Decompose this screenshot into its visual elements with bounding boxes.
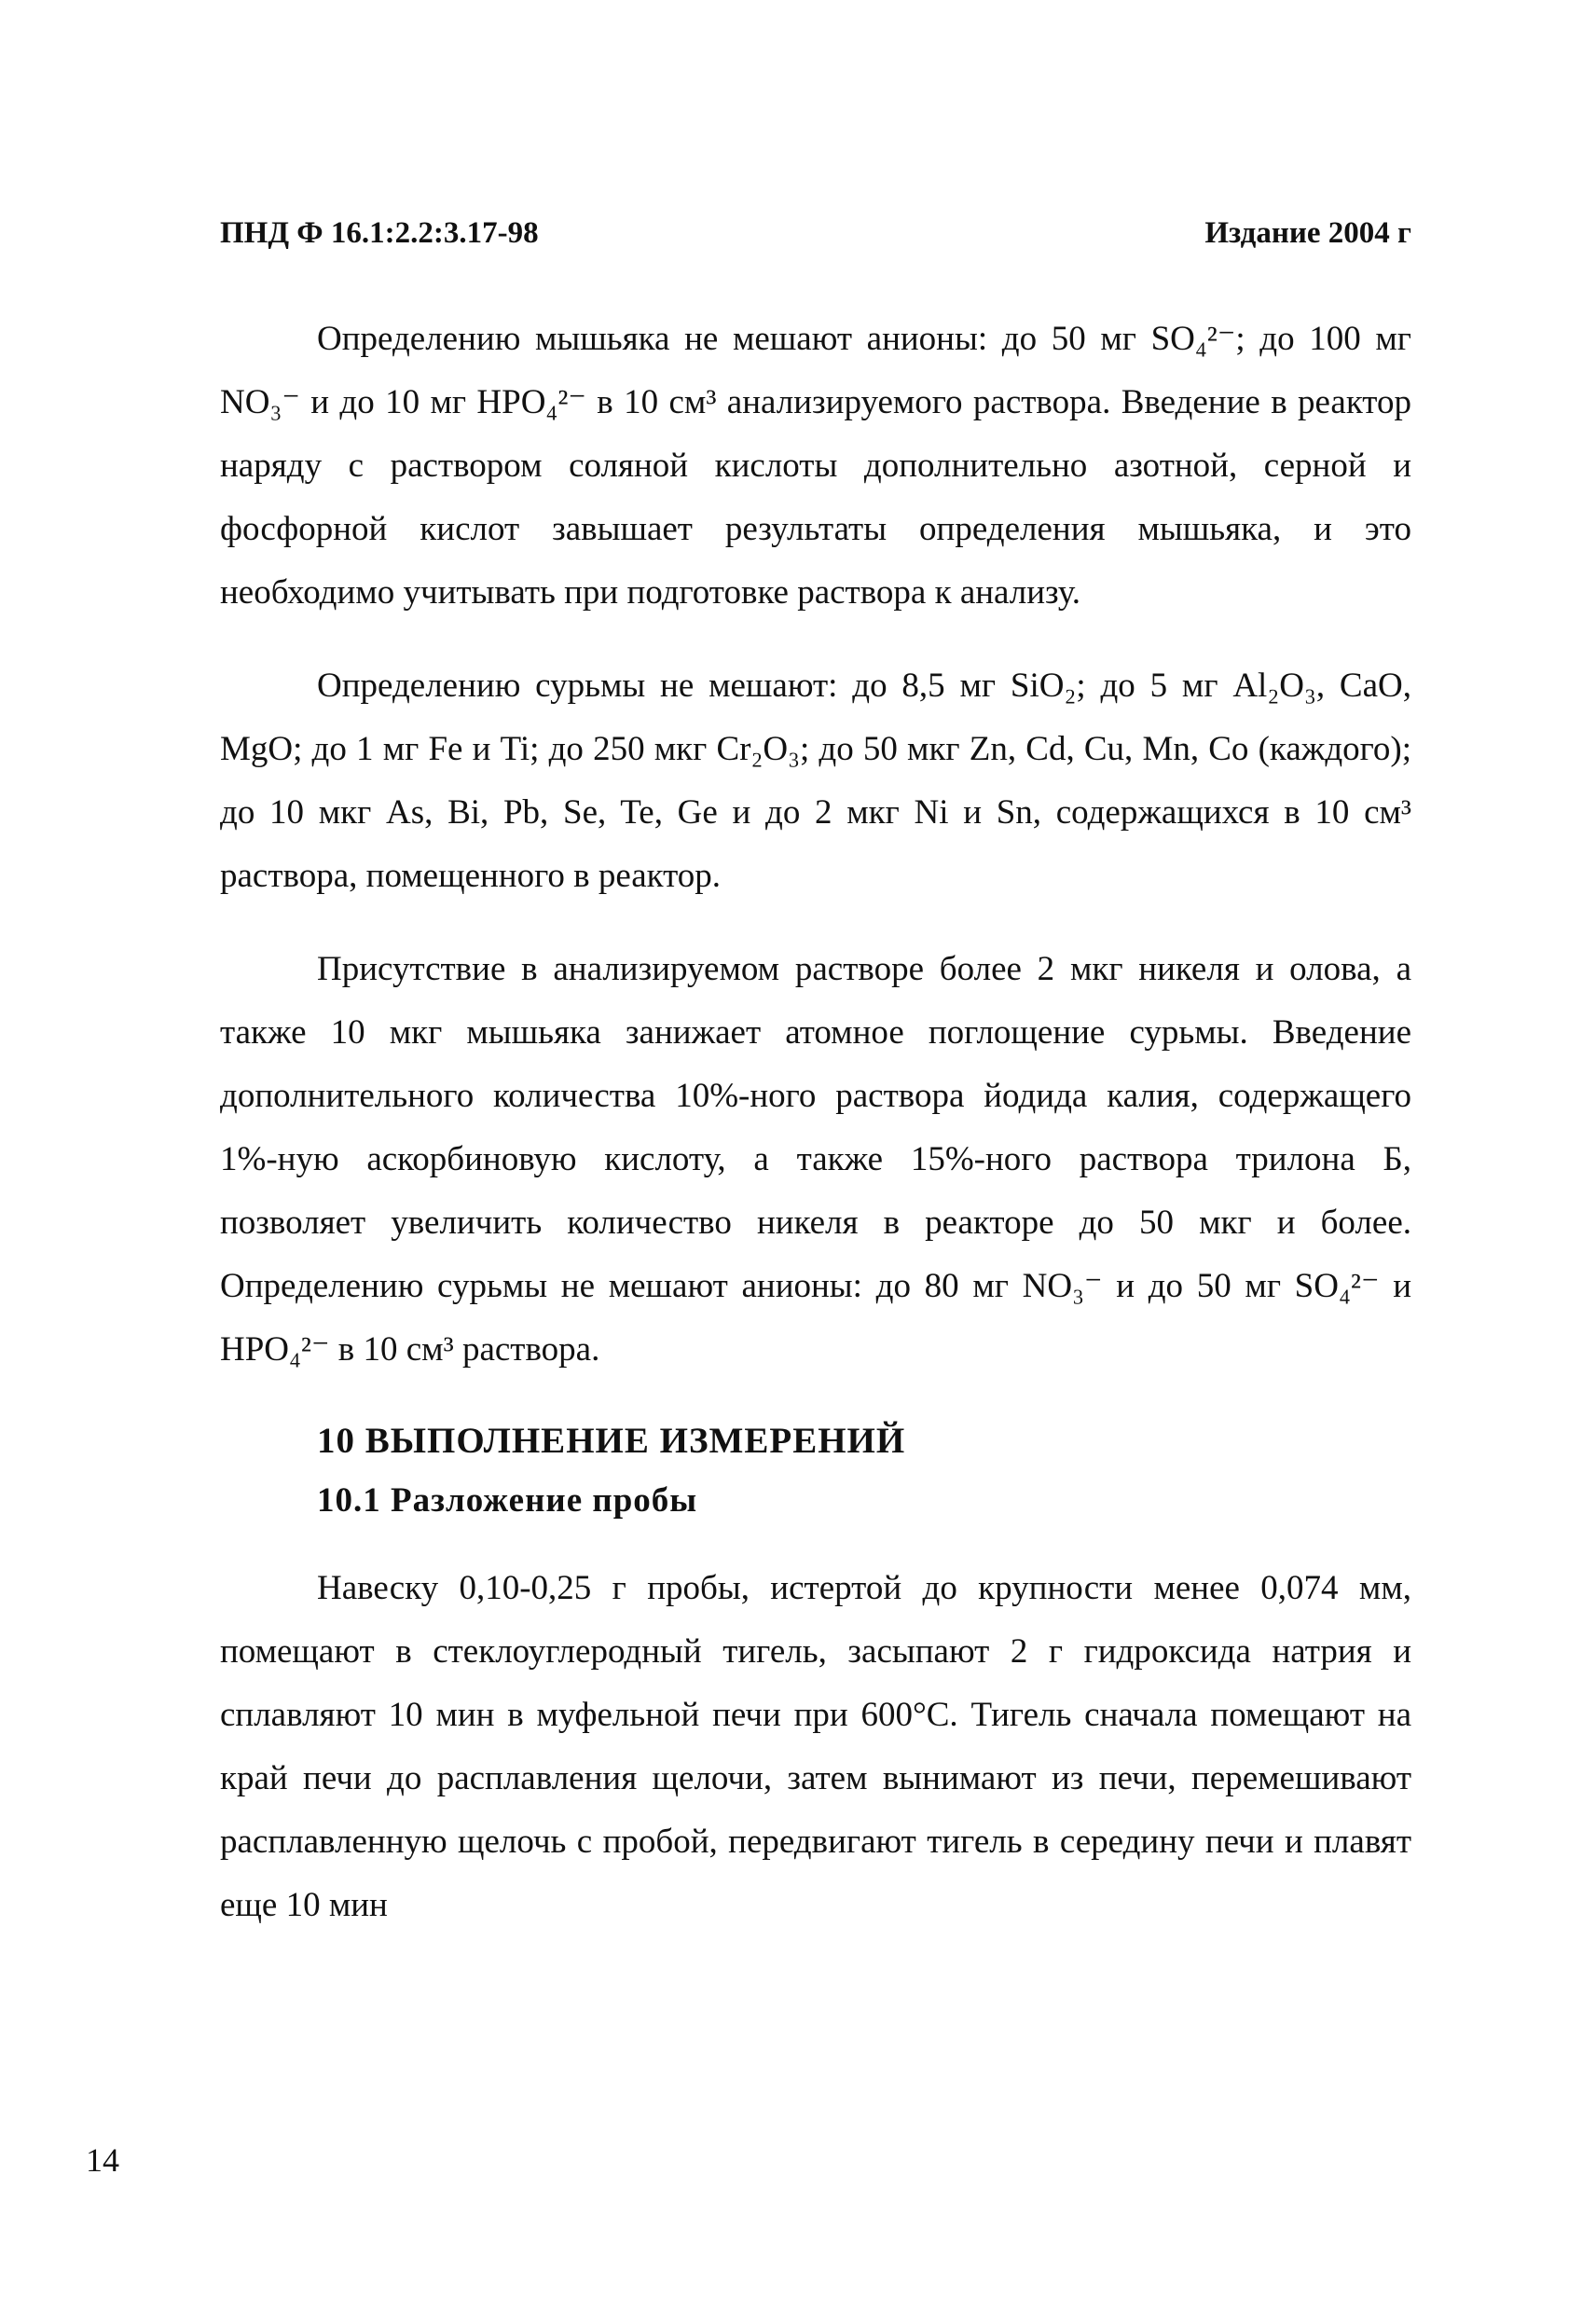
- page-header: [220, 216, 1411, 257]
- paragraph-antimony-interference: Определению сурьмы не мешают: до 8,5 мг SiO₂; до 5 мг Al₂O₃, CaO, MgO; до 1 мг Fe и Ti; до 250 мкг Cr₂O₃; до 50 мкг Zn, Cd, Cu, Mn, Co (каждого); до 10 мкг As, Bi, Pb, Se, Te, Ge и до 2 мкг Ni и Sn, содержащихся в 10 см³ раствора, помещенного в реактор.: [220, 667, 1411, 895]
- document-code: ПНД Ф 16.1:2.2:3.17-98: [220, 216, 539, 250]
- paragraph-arsenic-interference: Определению мышьяка не мешают анионы: до 50 мг SO₄²⁻; до 100 мг NO₃⁻ и до 10 мг HPO₄²⁻ в 10 см³ анализируемого раствора. Введение в реактор наряду с раствором соляной кислоты дополнительно азотной, серной и фосфорной кислот завышает результаты определения мышьяка, и это необходимо учитывать при подготовке раствора к анализу.: [220, 320, 1411, 612]
- page-number: 14: [86, 2141, 119, 2179]
- subsection-heading: 10.1 Разложение пробы: [317, 1481, 698, 1520]
- edition-label: Издание 2004 г: [1204, 216, 1411, 250]
- page-body: [220, 308, 1411, 1937]
- section-heading: 10 ВЫПОЛНЕНИЕ ИЗМЕРЕНИЙ: [317, 1421, 906, 1461]
- paragraph-sample-decomposition: Навеску 0,10-0,25 г пробы, истертой до крупности менее 0,074 мм, помещают в стеклоуглеродный тигель, засыпают 2 г гидроксида натрия и сплавляют 10 мин в муфельной печи при 600°C. Тигель сначала помещают на край печи до расплавления щелочи, затем вынимают из печи, перемешивают расплавленную щелочь с пробой, передвигают тигель в середину печи и плавят еще 10 мин: [220, 1569, 1411, 1924]
- paragraph-nickel-tin-effect: Присутствие в анализируемом растворе более 2 мкг никеля и олова, а также 10 мкг мышьяка занижает атомное поглощение сурьмы. Введение дополнительного количества 10%-ного раствора йодида калия, содержащего 1%-ную аскорбиновую кислоту, а также 15%-ного раствора трилона Б, позволяет увеличить количество никеля в реакторе до 50 мкг и более. Определению сурьмы не мешают анионы: до 80 мг NO₃⁻ и до 50 мг SO₄²⁻ и HPO₄²⁻ в 10 см³ раствора.: [220, 950, 1411, 1369]
